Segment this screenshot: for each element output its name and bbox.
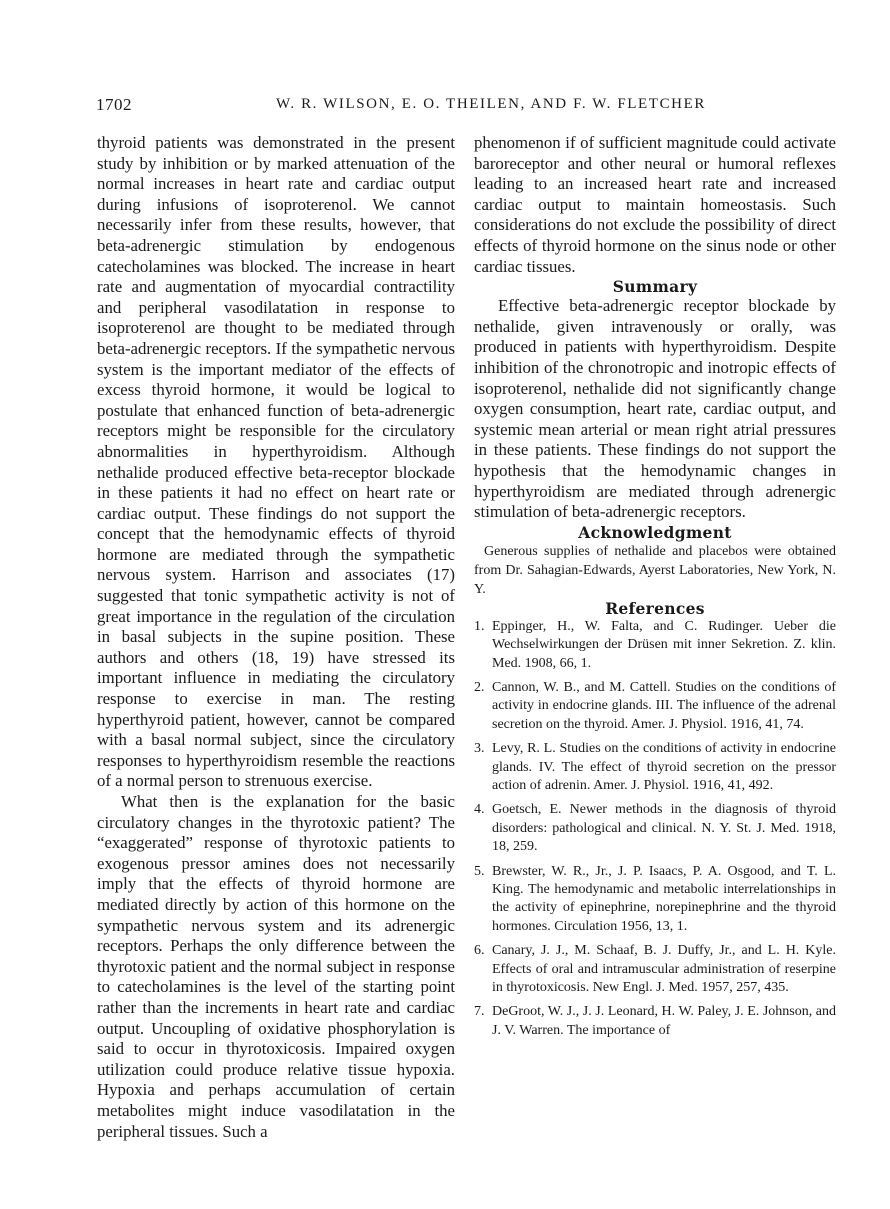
reference-number: 6. (474, 943, 485, 959)
body-paragraph: What then is the explanation for the basic circulatory changes in the thyrotoxic patient? The “exaggerated” response of thyrotoxic patients to exogenous pressor amines does not necessarily imply that the effects of thyroid hormone are mediated directly by action of this hormone on the sympathetic nervous system and its adrenergic receptors. Perhaps the only difference between the thyrotoxic patient and the normal subject in response to catecholamines is the level of the starting point rather than the increments in heart rate and cardiac output. Uncoupling of oxidative phosphorylation is said to occur in thyrotoxicosis. Impaired oxygen utilization could produce relative tissue hypoxia. Hypoxia and perhaps accumulation of certain metabolites might induce vasodilatation in the peripheral tissues. Such a (97, 792, 455, 1141)
acknowledgment-heading: Acknowledgment (578, 522, 732, 542)
reference-text: Eppinger, H., W. Falta, and C. Rudinger. Ueber die Wechselwirkungen der Drüsen mit inner Sekretion. Z. klin. Med. 1908, 66, 1. (492, 618, 836, 671)
reference-item (474, 618, 836, 673)
reference-text: Canary, J. J., M. Schaaf, B. J. Duffy, Jr., and L. H. Kyle. Effects of oral and intramuscular administration of reserpine in thyrotoxicosis. New Engl. J. Med. 1957, 257, 435. (492, 943, 836, 995)
reference-item (474, 863, 836, 937)
acknowledgment-paragraph: Generous supplies of nethalide and placebos were obtained from Dr. Sahagian-Edwards, Ayerst Laboratories, New York, N. Y. (474, 543, 836, 597)
reference-number: 7. (474, 1004, 485, 1020)
right-column (474, 133, 836, 1046)
reference-number: 4. (474, 802, 485, 818)
page-number: 1702 (96, 95, 132, 114)
reference-list (474, 618, 836, 1041)
reference-text: Goetsch, E. Newer methods in the diagnosis of thyroid disorders: pathological and clinical. N. Y. St. J. Med. 1918, 18, 259. (492, 802, 836, 855)
reference-number: 2. (474, 679, 485, 695)
page-header (96, 95, 836, 123)
reference-item (474, 801, 836, 856)
left-column (97, 133, 455, 1142)
body-paragraph: thyroid patients was demonstrated in the present study by inhibition or by marked attenuation of the normal increases in heart rate and cardiac output during infusions of isoproterenol. We cannot necessarily infer from these results, however, that beta-adrenergic stimulation by endogenous catecholamines was blocked. The increase in heart rate and augmentation of myocardial contractility and peripheral vasodilatation in response to isoproterenol are thought to be mediated through beta-adrenergic receptors. If the sympathetic nervous system is the important mediator of the effects of excess thyroid hormone, it would be logical to postulate that enhanced function of beta-adrenergic receptors might be responsible for the circulatory abnormalities in hyperthyroidism. Although nethalide produced effective beta-receptor blockade in these patients it had no effect on heart rate or cardiac output. These findings do not support the concept that the hemodynamic effects of thyroid hormone are mediated through the sympathetic nervous system. Harrison and associates (17) suggested that tonic sympathetic activity is not of great importance in the regulation of the circulation in basal subjects in the supine position. These authors and others (18, 19) have stressed its important influence in mediating the circulatory response to exercise in man. The resting hyperthyroid patient, however, cannot be compared with a basal normal subject, since the circulatory responses to hyperthyroidism resemble the reactions of a normal person to strenuous exercise. (97, 133, 455, 791)
reference-text: Levy, R. L. Studies on the conditions of activity in endocrine glands. IV. The effect of thyroid secretion on the pressor action of adrenin. Amer. J. Physiol. 1916, 41, 492. (492, 741, 836, 793)
reference-item (474, 942, 836, 997)
reference-item (474, 679, 836, 734)
reference-number: 3. (474, 741, 485, 757)
reference-item (474, 1003, 836, 1040)
reference-number: 1. (474, 618, 485, 634)
body-paragraph: phenomenon if of sufficient magnitude could activate baroreceptor and other neural or humoral reflexes leading to an increased heart rate and increased cardiac output to maintain homeostasis. Such considerations do not exclude the possibility of direct effects of thyroid hormone on the sinus node or other cardiac tissues. (474, 133, 836, 276)
references-heading: References (605, 598, 705, 618)
summary-paragraph: Effective beta-adrenergic receptor blockade by nethalide, given intravenously or orally, was produced in patients with hyperthyroidism. Despite inhibition of the chronotropic and inotropic effects of isoproterenol, nethalide did not significantly change oxygen consumption, heart rate, cardiac output, and systemic mean arterial or mean right atrial pressures in these patients. These findings do not support the hypothesis that the hemodynamic changes in hyperthyroidism are mediated through adrenergic stimulation of beta-adrenergic receptors. (474, 296, 836, 522)
reference-number: 5. (474, 863, 485, 879)
reference-text: Brewster, W. R., Jr., J. P. Isaacs, P. A. Osgood, and T. L. King. The hemodynamic and metabolic interrelationships in the activity of epinephrine, norepinephrine and the thyroid hormones. Circulation 1956, 13, 1. (492, 863, 836, 934)
summary-heading: Summary (612, 277, 698, 297)
running-head: W. R. WILSON, E. O. THEILEN, AND F. W. FLETCHER (276, 96, 706, 112)
reference-text: Cannon, W. B., and M. Cattell. Studies on the conditions of activity in endocrine glands. III. The influence of the adrenal secretion on the thyroid. Amer. J. Physiol. 1916, 41, 74. (492, 679, 836, 732)
reference-item (474, 740, 836, 795)
reference-text: DeGroot, W. J., J. J. Leonard, H. W. Paley, J. E. Johnson, and J. V. Warren. The importance of (492, 1004, 836, 1038)
